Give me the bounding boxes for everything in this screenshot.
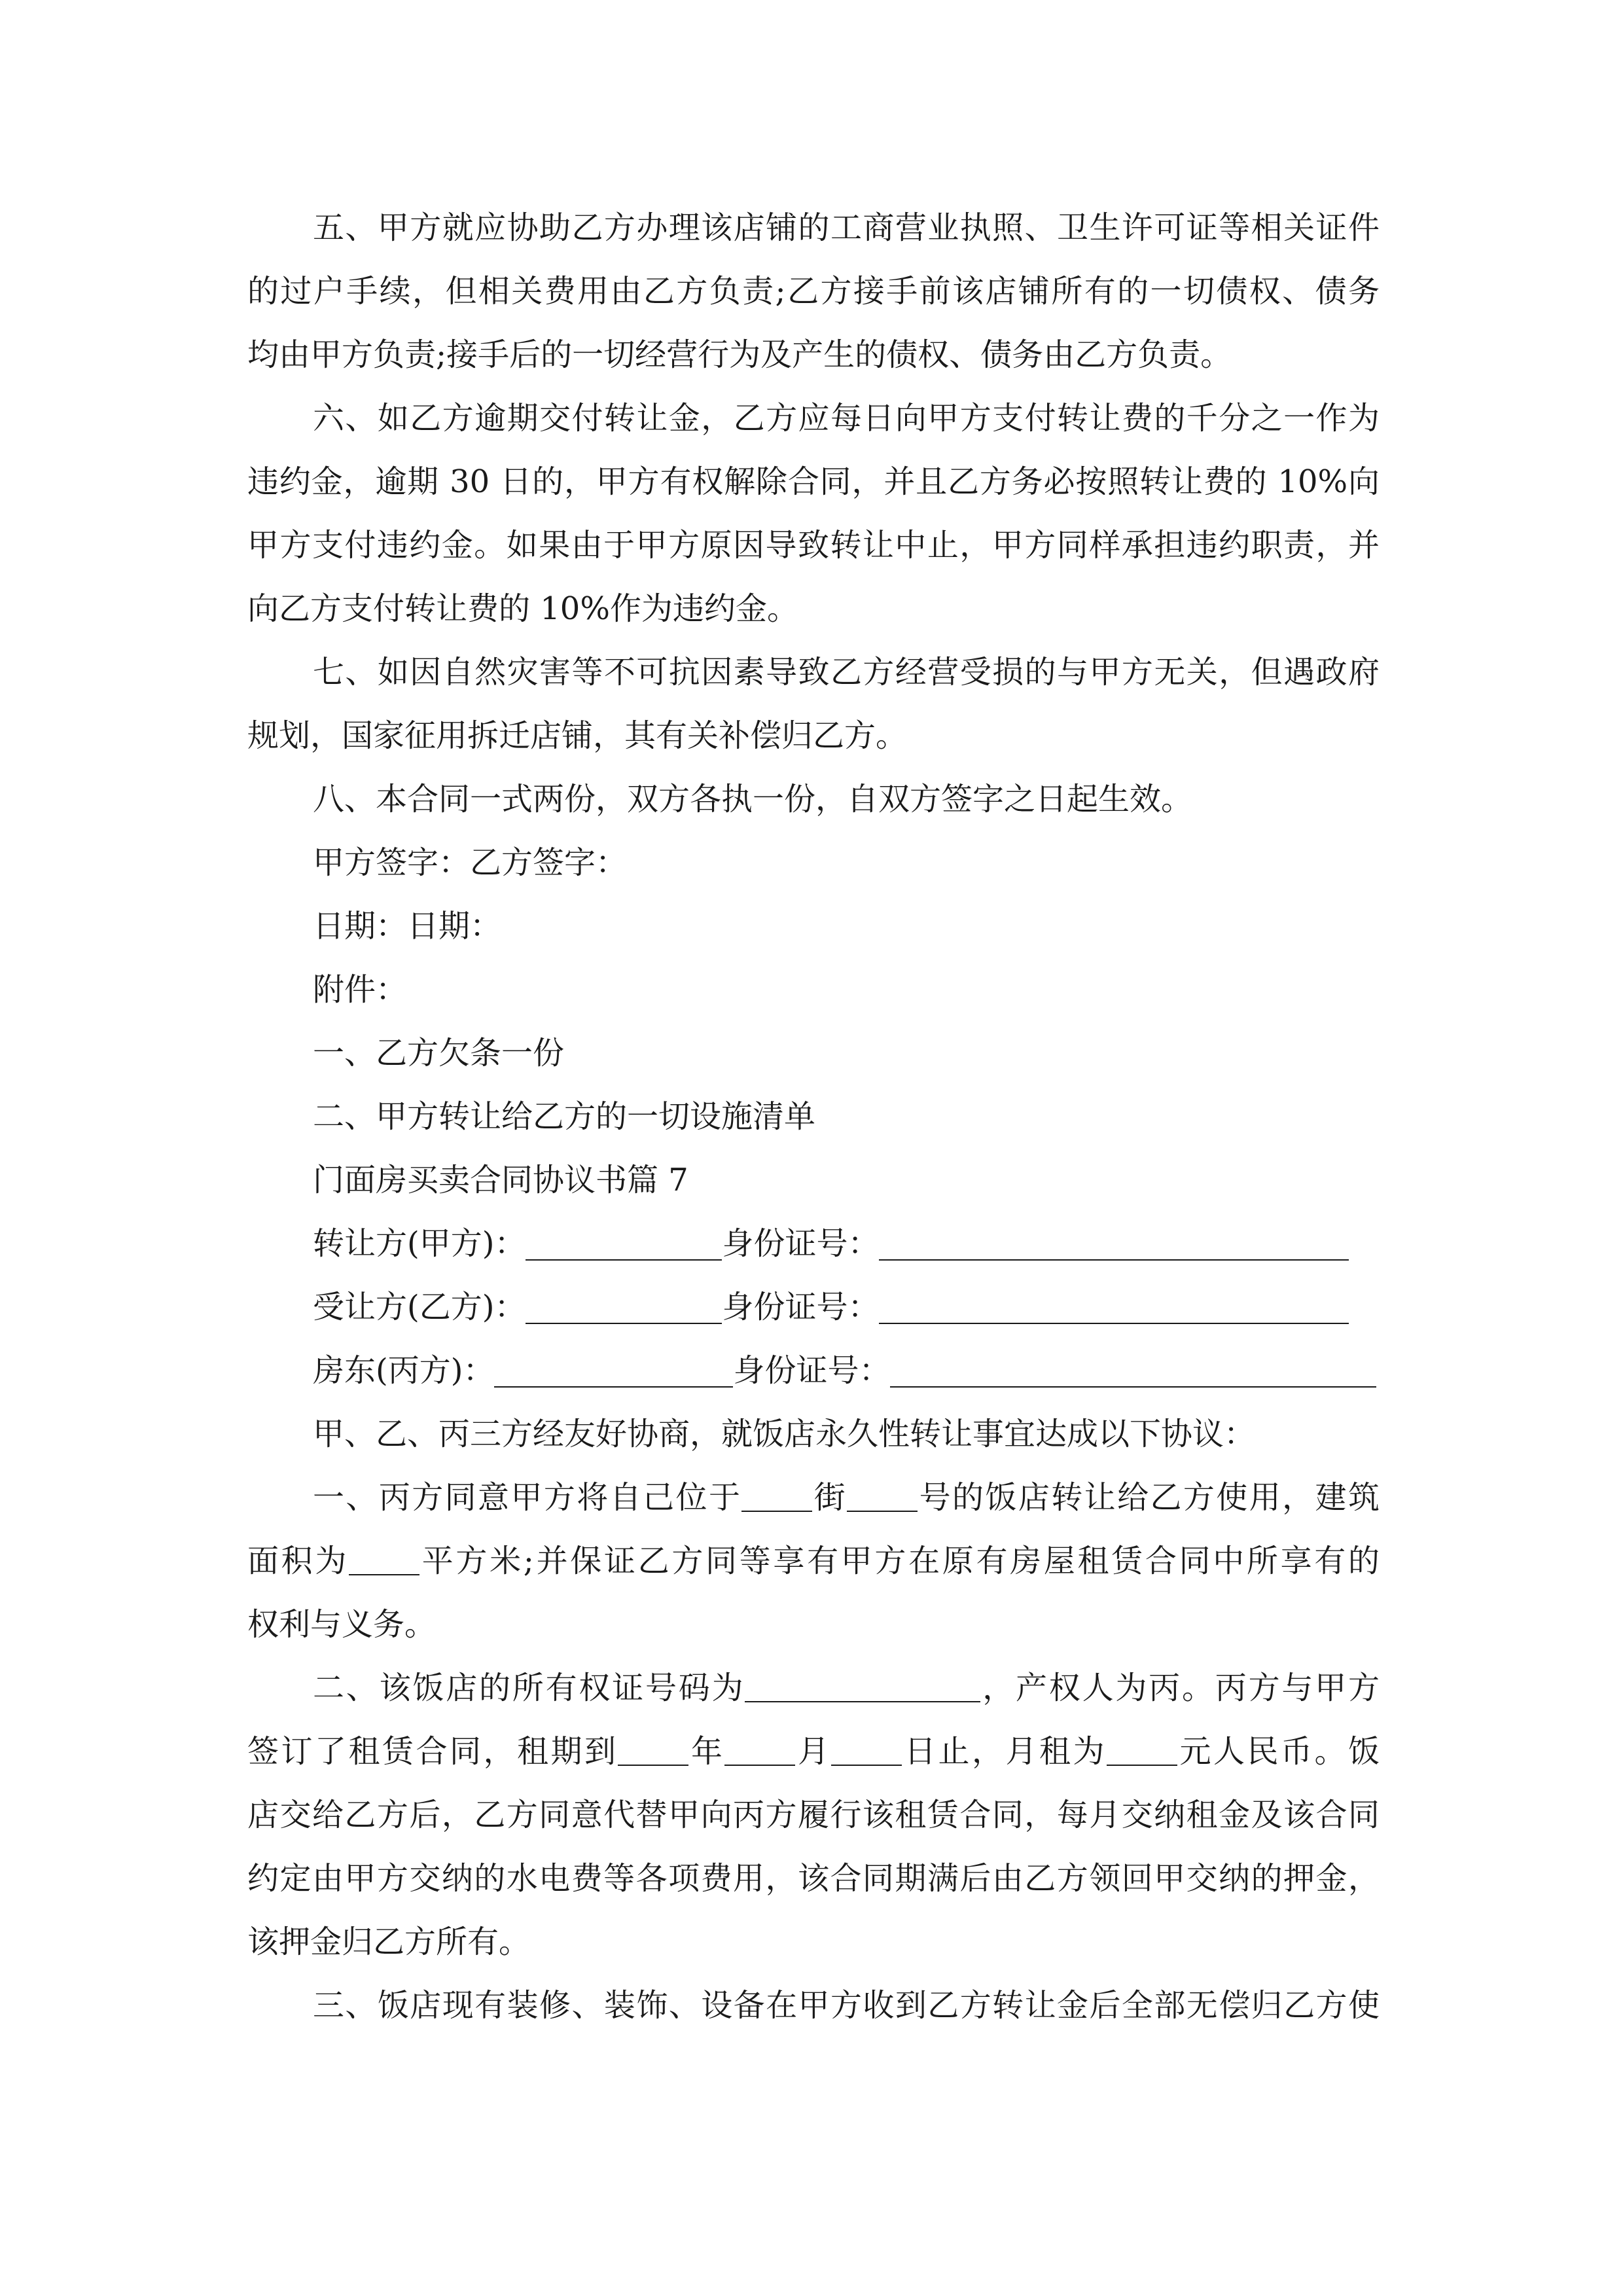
clause-7-line-1: 七、如因自然灾害等不可抗因素导致乙方经营受损的与甲方无关，但遇政府 <box>313 654 1380 691</box>
c1-text-b: 街 <box>812 1479 847 1516</box>
clause-6-line-4: 向乙方支付转让费的 10%作为违约金。 <box>247 590 798 627</box>
clause-6-line-3: 甲方支付违约金。如果由于甲方原因导致转让中止，甲方同样承担违约职责，并 <box>247 527 1380 564</box>
section-title: 门面房买卖合同协议书篇 7 <box>313 1162 688 1198</box>
c1-text-e: 平方米;并保证乙方同等享有甲方在原有房屋租赁合同中所享有的 <box>419 1543 1380 1579</box>
c3-line-1: 三、饭店现有装修、装饰、设备在甲方收到乙方转让金后全部无偿归乙方使 <box>313 1987 1380 2024</box>
c2-text-e: 月 <box>795 1733 832 1770</box>
transferor-label: 转让方(甲方)： <box>313 1225 526 1262</box>
party-transferor-row <box>247 1212 1380 1276</box>
c1-text-d: 面积为 <box>247 1543 349 1579</box>
attachments-label: 附件： <box>313 971 408 1008</box>
contract-body <box>247 196 1380 2037</box>
c2-text-a: 二、该饭店的所有权证号码为 <box>313 1670 745 1706</box>
party-landlord-row <box>247 1339 1380 1403</box>
clause-5-line-3: 均由甲方负责;接手后的一切经营行为及产生的债权、债务由乙方负责。 <box>247 336 1232 373</box>
c2-line-2 <box>247 1720 1380 1784</box>
transferor-name-blank <box>526 1228 722 1261</box>
c2-text-g: 元人民币。饭 <box>1177 1733 1380 1770</box>
attachment-item-2: 二、甲方转让给乙方的一切设施清单 <box>313 1098 816 1135</box>
c2-text-f: 日止，月租为 <box>902 1733 1107 1770</box>
clause-6-line-1: 六、如乙方逾期交付转让金，乙方应每日向甲方支付转让费的千分之一作为 <box>313 400 1380 437</box>
landlord-id-label: 身份证号： <box>733 1352 891 1389</box>
clause-5-line-2: 的过户手续，但相关费用由乙方负责;乙方接手前该店铺所有的一切债权、债务 <box>247 273 1380 310</box>
c1-line-2 <box>247 1530 1380 1593</box>
c2-line-5: 该押金归乙方所有。 <box>247 1924 531 1960</box>
c2-text-d: 年 <box>688 1733 725 1770</box>
landlord-name-blank <box>494 1355 733 1388</box>
agreement-intro: 甲、乙、丙三方经友好协商，就饭店永久性转让事宜达成以下协议： <box>313 1416 1256 1452</box>
rent-blank <box>1107 1733 1177 1766</box>
number-blank <box>847 1479 918 1512</box>
area-blank <box>349 1543 419 1575</box>
c2-line-4: 约定由甲方交纳的水电费等各项费用，该合同期满后由乙方领回甲交纳的押金， <box>247 1860 1380 1897</box>
signature-line: 甲方签字：乙方签字： <box>313 844 628 881</box>
month-blank <box>724 1733 795 1766</box>
transferee-name-blank <box>526 1291 722 1324</box>
clause-5-line-1: 五、甲方就应协助乙方办理该店铺的工商营业执照、卫生许可证等相关证件 <box>313 209 1380 246</box>
attachment-item-1: 一、乙方欠条一份 <box>313 1035 565 1071</box>
transferee-id-blank <box>879 1291 1349 1324</box>
transferor-id-label: 身份证号： <box>722 1225 880 1262</box>
landlord-label: 房东(丙方)： <box>313 1352 495 1389</box>
transferor-id-blank <box>879 1228 1349 1261</box>
street-blank <box>741 1479 812 1512</box>
party-transferee-row <box>247 1276 1380 1339</box>
transferee-id-label: 身份证号： <box>722 1289 880 1325</box>
clause-7-line-2: 规划，国家征用拆迁店铺，其有关补偿归乙方。 <box>247 717 908 754</box>
c2-text-c: 签订了租赁合同，租期到 <box>247 1733 618 1770</box>
c2-line-1 <box>247 1657 1380 1720</box>
landlord-id-blank <box>890 1355 1376 1388</box>
clause-8: 八、本合同一式两份，双方各执一份，自双方签字之日起生效。 <box>313 781 1193 817</box>
c2-line-3: 店交给乙方后，乙方同意代替甲向丙方履行该租赁合同，每月交纳租金及该合同 <box>247 1797 1380 1833</box>
clause-6-line-2: 违约金，逾期 30 日的，甲方有权解除合同，并且乙方务必按照转让费的 10%向 <box>247 463 1380 500</box>
year-blank <box>618 1733 688 1766</box>
transferee-label: 受让方(乙方)： <box>313 1289 526 1325</box>
c1-line-3: 权利与义务。 <box>247 1606 437 1643</box>
c1-text-a: 一、丙方同意甲方将自己位于 <box>313 1479 742 1516</box>
c1-text-c: 号的饭店转让给乙方使用，建筑 <box>918 1479 1380 1516</box>
day-blank <box>831 1733 902 1766</box>
c2-text-b: ，产权人为丙。丙方与甲方 <box>980 1670 1380 1706</box>
c1-line-1 <box>247 1466 1380 1530</box>
cert-number-blank <box>745 1670 980 1702</box>
date-line: 日期：日期： <box>313 908 502 944</box>
